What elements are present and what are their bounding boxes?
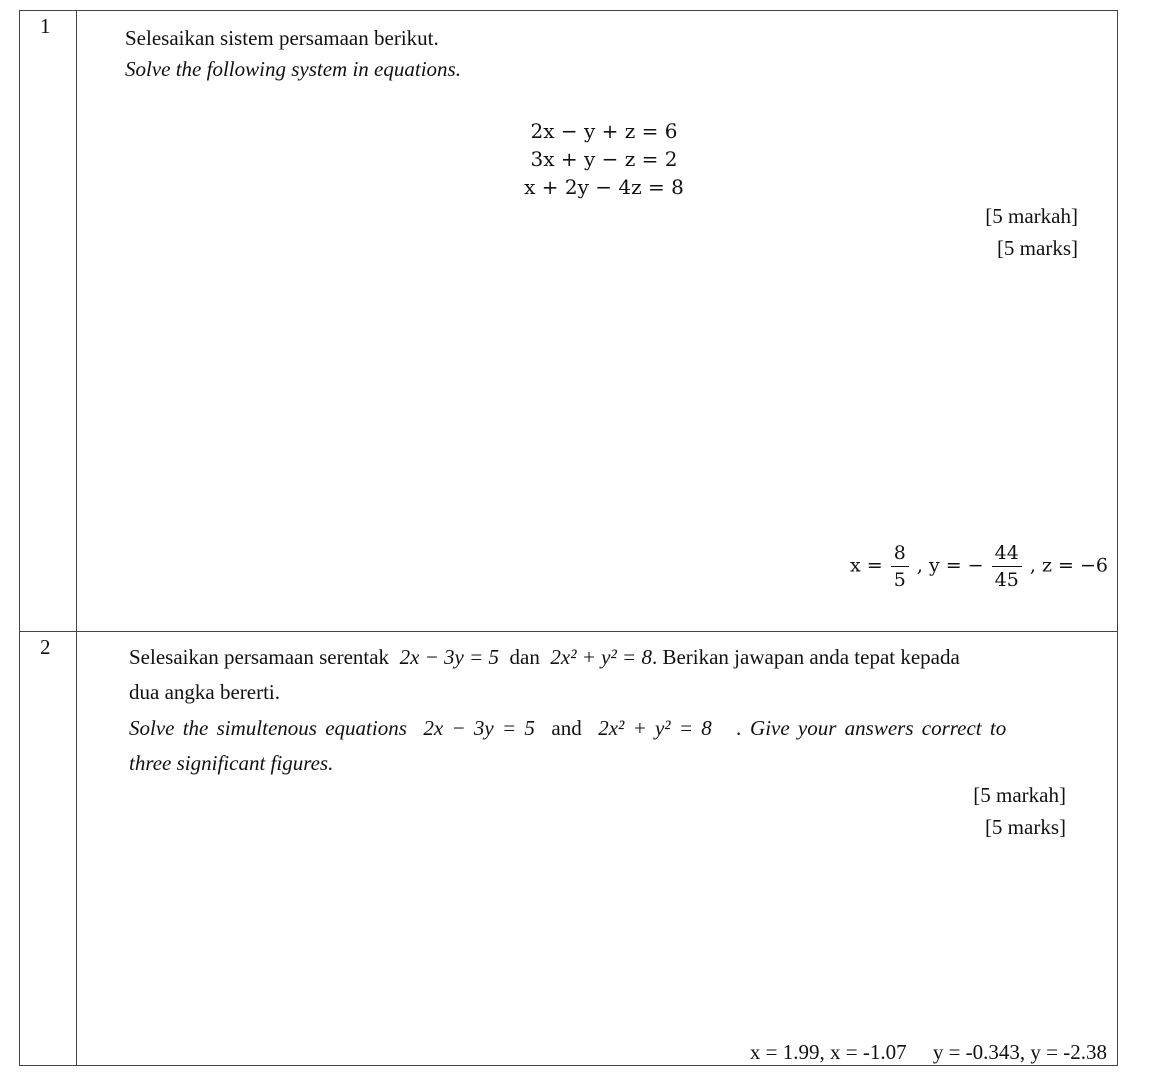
q1-malay-instruction: Selesaikan sistem persamaan berikut. [125,26,439,50]
q2-malay-line2: dua angka bererti. [129,680,281,704]
numerator: 44 [992,540,1022,567]
q1-equation-1: 2x − y + z = 6 [530,119,678,143]
row-divider [20,631,1117,632]
q1-answer [850,540,1108,593]
equation-linear: 2x − 3y = 5 [423,716,535,740]
answer-x-fraction [891,540,909,593]
q1-marks-malay: [5 markah] [985,204,1078,228]
text: . Give your answers correct to [736,716,1007,740]
text: dan [509,645,540,669]
denominator: 5 [893,569,906,591]
q2-marks-english: [5 marks] [984,815,1066,839]
q1-marks-english: [5 marks] [996,236,1078,260]
text: and [551,716,582,740]
denominator: 45 [994,569,1019,591]
numerator: 8 [891,540,909,567]
q2-answer: x = 1.99, x = -1.07 y = -0.343, y = -2.38 [749,1040,1107,1064]
question-number-1: 1 [40,14,51,38]
text: Selesaikan persamaan serentak [129,645,390,669]
equation-quadratic: 2x² + y² = 8 [598,716,712,740]
answer-z-label: , z = −6 [1029,554,1108,577]
answer-y-fraction [992,540,1022,593]
text: Solve the simultenous equations [129,716,407,740]
q2-marks-malay: [5 markah] [973,783,1066,807]
q2-malay-instruction [129,645,960,670]
answer-x-label: x = [850,554,883,577]
q1-english-instruction: Solve the following system in equations. [125,57,461,81]
equation-linear: 2x − 3y = 5 [399,645,500,669]
text: . Berikan jawapan anda tepat kepada [651,645,960,669]
question-number-2: 2 [40,635,51,659]
q2-english-line2: three significant figures. [129,751,334,775]
equation-quadratic: 2x² + y² = 8 [550,645,652,669]
q1-equation-3: x + 2y − 4z = 8 [524,175,684,199]
q2-english-instruction [129,716,1006,741]
q1-equation-2: 3x + y − z = 2 [530,147,678,171]
answer-y-label: , y = − [916,554,984,577]
